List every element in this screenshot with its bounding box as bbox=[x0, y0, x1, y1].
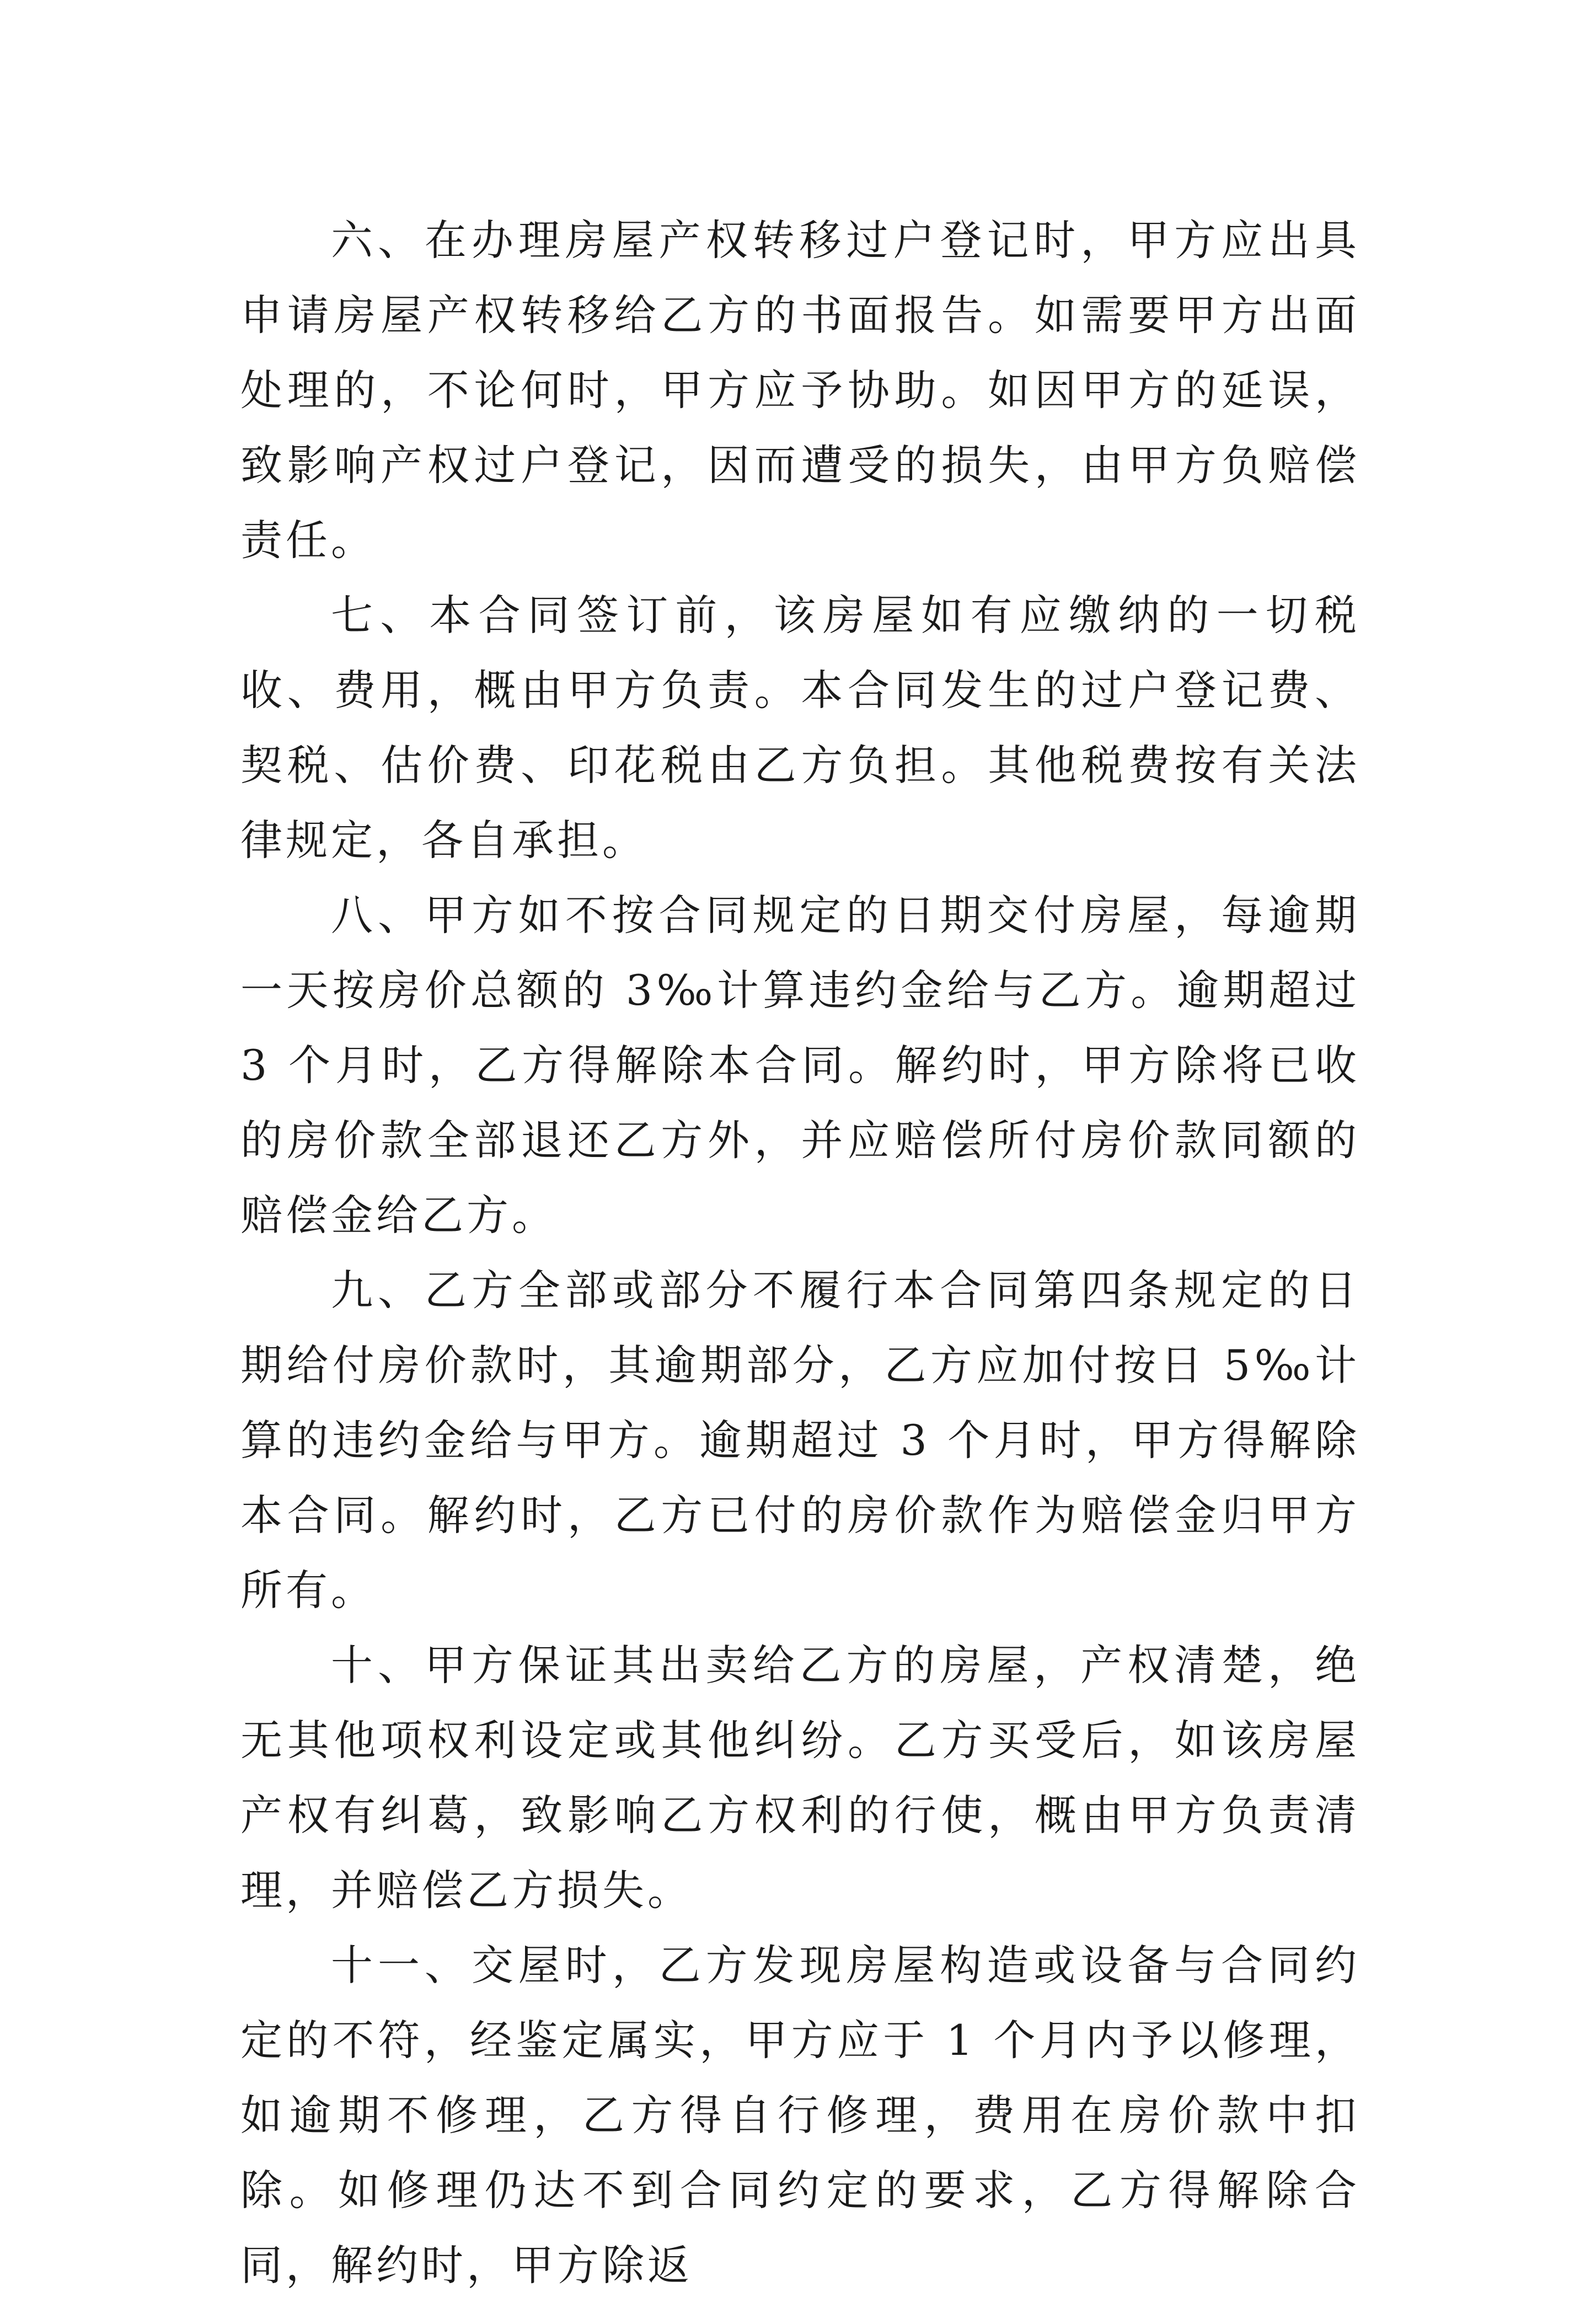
clause-10-paragraph: 十、甲方保证其出卖给乙方的房屋，产权清楚，绝无其他项权利设定或其他纠纷。乙方买受后，如该房屋产权有纠葛，致影响乙方权利的行使，概由甲方负责清理，并赔偿乙方损失。 bbox=[240, 1641, 1360, 1915]
clause-11-paragraph: 十一、交屋时，乙方发现房屋构造或设备与合同约定的不符，经鉴定属实，甲方应于 1 个月内予以修理，如逾期不修理，乙方得自行修理，费用在房价款中扣除。如修理仍达不到合同约定的要求，乙方得解除合同，解约时，甲方除返 bbox=[240, 1941, 1360, 2290]
clause-7-paragraph: 七、本合同签订前，该房屋如有应缴纳的一切税收、费用，概由甲方负责。本合同发生的过户登记费、契税、估价费、印花税由乙方负担。其他税费按有关法律规定，各自承担。 bbox=[240, 591, 1360, 865]
clause-6-paragraph: 六、在办理房屋产权转移过户登记时，甲方应出具申请房屋产权转移给乙方的书面报告。如需要甲方出面处理的，不论何时，甲方应予协助。如因甲方的延误，致影响产权过户登记，因而遭受的损失，由甲方负赔偿责任。 bbox=[240, 216, 1360, 565]
contract-body bbox=[240, 203, 1360, 2303]
clause-9-paragraph: 九、乙方全部或部分不履行本合同第四条规定的日期给付房价款时，其逾期部分，乙方应加付按日 5‰计算的违约金给与甲方。逾期超过 3 个月时，甲方得解除本合同。解约时，乙方已付的房价款作为赔偿金归甲方所有。 bbox=[240, 1266, 1360, 1615]
clause-8-paragraph: 八、甲方如不按合同规定的日期交付房屋，每逾期一天按房价总额的 3‰计算违约金给与乙方。逾期超过 3 个月时，乙方得解除本合同。解约时，甲方除将已收的房价款全部退还乙方外，并应赔偿所付房价款同额的赔偿金给乙方。 bbox=[240, 891, 1360, 1240]
